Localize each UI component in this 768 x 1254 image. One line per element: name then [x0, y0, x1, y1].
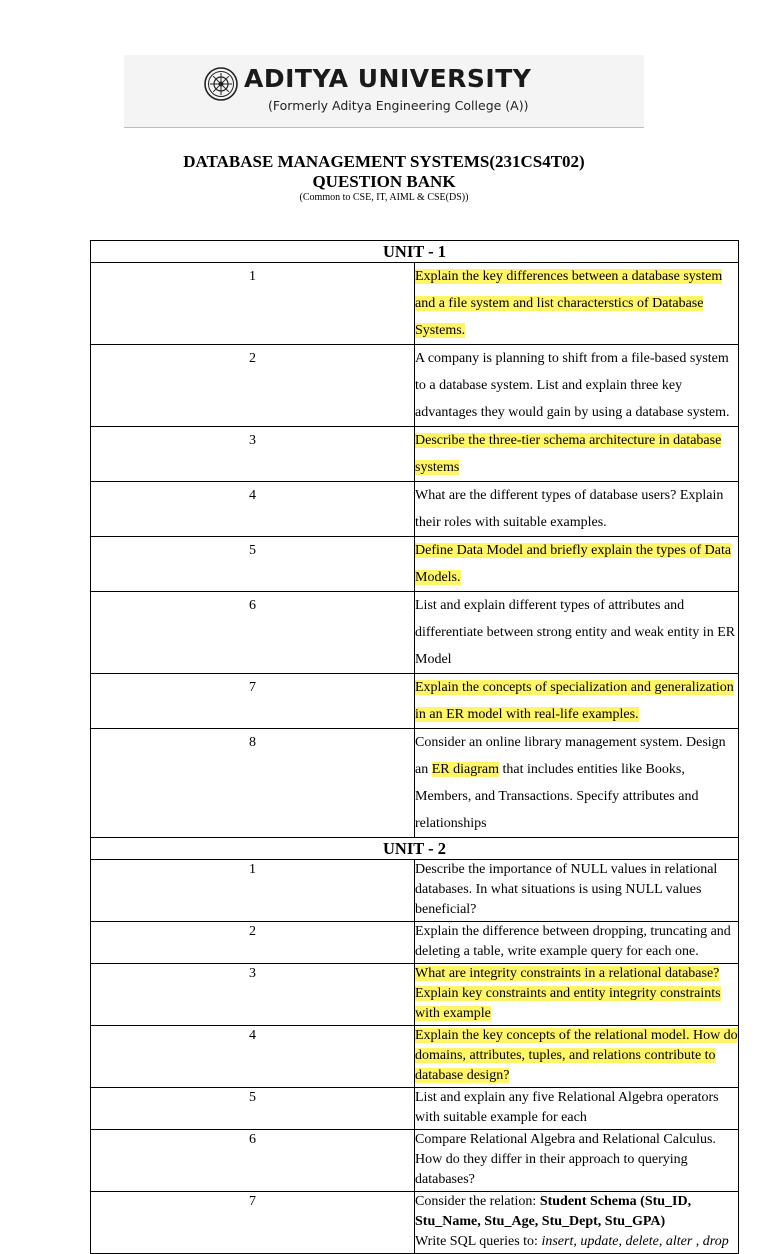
table-row: [91, 1026, 739, 1088]
table-row: [91, 482, 739, 537]
question-number: 6: [91, 1130, 415, 1192]
highlighted-text: ER diagram: [431, 762, 499, 777]
table-row: [91, 1130, 739, 1192]
question-text: [415, 427, 739, 482]
question-number: 4: [91, 482, 415, 537]
question-number: 1: [91, 860, 415, 922]
question-number: 5: [91, 537, 415, 592]
question-text-part: Write SQL queries to:: [415, 1234, 542, 1249]
highlighted-text: Describe the three-tier schema architecture in database systems: [415, 433, 722, 475]
unit-header-row: [91, 838, 739, 860]
course-title: DATABASE MANAGEMENT SYSTEMS(231CS4T02): [183, 152, 585, 171]
common-note: (Common to CSE, IT, AIML & CSE(DS)): [299, 192, 469, 203]
university-header: [124, 55, 644, 128]
unit-header-row: [91, 241, 739, 263]
question-number: 2: [91, 345, 415, 427]
table-row: [91, 263, 739, 345]
question-number: 8: [91, 729, 415, 838]
unit-2-heading: UNIT - 2: [91, 838, 739, 860]
document-title-block: [0, 152, 768, 204]
unit-1-heading: UNIT - 1: [91, 241, 739, 263]
question-text-part: Consider an online library management system. Design an: [415, 735, 726, 777]
question-number: 7: [91, 1192, 415, 1254]
question-bank-heading: QUESTION BANK: [312, 172, 456, 191]
question-text: Explain the difference between dropping, truncating and deleting a table, write example query for each one.: [415, 922, 739, 964]
university-seal-icon: [204, 67, 238, 101]
university-name: ADITYA UNIVERSITY: [244, 64, 532, 93]
table-row: [91, 427, 739, 482]
highlighted-text: Explain the key differences between a database system and a file system and list characterstics of Database Systems.: [415, 269, 723, 338]
highlighted-text: Explain the concepts of specialization and generalization in an ER model with real-life examples.: [415, 680, 734, 722]
table-row: [91, 592, 739, 674]
question-text: [415, 964, 739, 1026]
question-text: [415, 729, 739, 838]
question-text: List and explain different types of attributes and differentiate between strong entity and weak entity in ER Model: [415, 592, 739, 674]
question-text: [415, 537, 739, 592]
question-text: [415, 1192, 739, 1254]
table-row: [91, 345, 739, 427]
table-row: [91, 1192, 739, 1254]
table-row: [91, 537, 739, 592]
question-text: What are the different types of database users? Explain their roles with suitable examples.: [415, 482, 739, 537]
question-number: 1: [91, 263, 415, 345]
question-text: [415, 674, 739, 729]
question-text: A company is planning to shift from a file-based system to a database system. List and explain three key advantages they would gain by using a database system.: [415, 345, 739, 427]
question-text-part: that includes entities like Books, Members, and Transactions. Specify attributes and relationships: [415, 762, 699, 831]
question-text: Describe the importance of NULL values in relational databases. In what situations is using NULL values beneficial?: [415, 860, 739, 922]
question-number: 5: [91, 1088, 415, 1130]
highlighted-text: Define Data Model and briefly explain the types of Data Models.: [415, 543, 732, 585]
question-number: 4: [91, 1026, 415, 1088]
question-table: [90, 240, 739, 1254]
question-number: 2: [91, 922, 415, 964]
question-number: 3: [91, 964, 415, 1026]
question-text: List and explain any five Relational Algebra operators with suitable example for each: [415, 1088, 739, 1130]
table-row: [91, 922, 739, 964]
question-number: 3: [91, 427, 415, 482]
question-text: [415, 1026, 739, 1088]
table-row: [91, 964, 739, 1026]
student-schema: Student Schema (Stu_ID, Stu_Name, Stu_Age, Stu_Dept, Stu_GPA): [415, 1194, 692, 1229]
question-number: 7: [91, 674, 415, 729]
table-row: [91, 860, 739, 922]
sql-operations: insert, update, delete, alter , drop: [541, 1234, 729, 1249]
question-text: Compare Relational Algebra and Relational Calculus. How do they differ in their approach to querying databases?: [415, 1130, 739, 1192]
table-row: [91, 729, 739, 838]
question-number: 6: [91, 592, 415, 674]
table-row: [91, 1088, 739, 1130]
table-row: [91, 674, 739, 729]
question-text-part: Consider the relation:: [415, 1194, 540, 1209]
question-text: [415, 263, 739, 345]
highlighted-text: What are integrity constraints in a relational database? Explain key constraints and entity integrity constraints with example: [415, 966, 721, 1021]
university-subtitle: (Formerly Aditya Engineering College (A)): [268, 98, 529, 113]
highlighted-text: Explain the key concepts of the relational model. How do domains, attributes, tuples, and relations contribute to database design?: [415, 1028, 738, 1083]
